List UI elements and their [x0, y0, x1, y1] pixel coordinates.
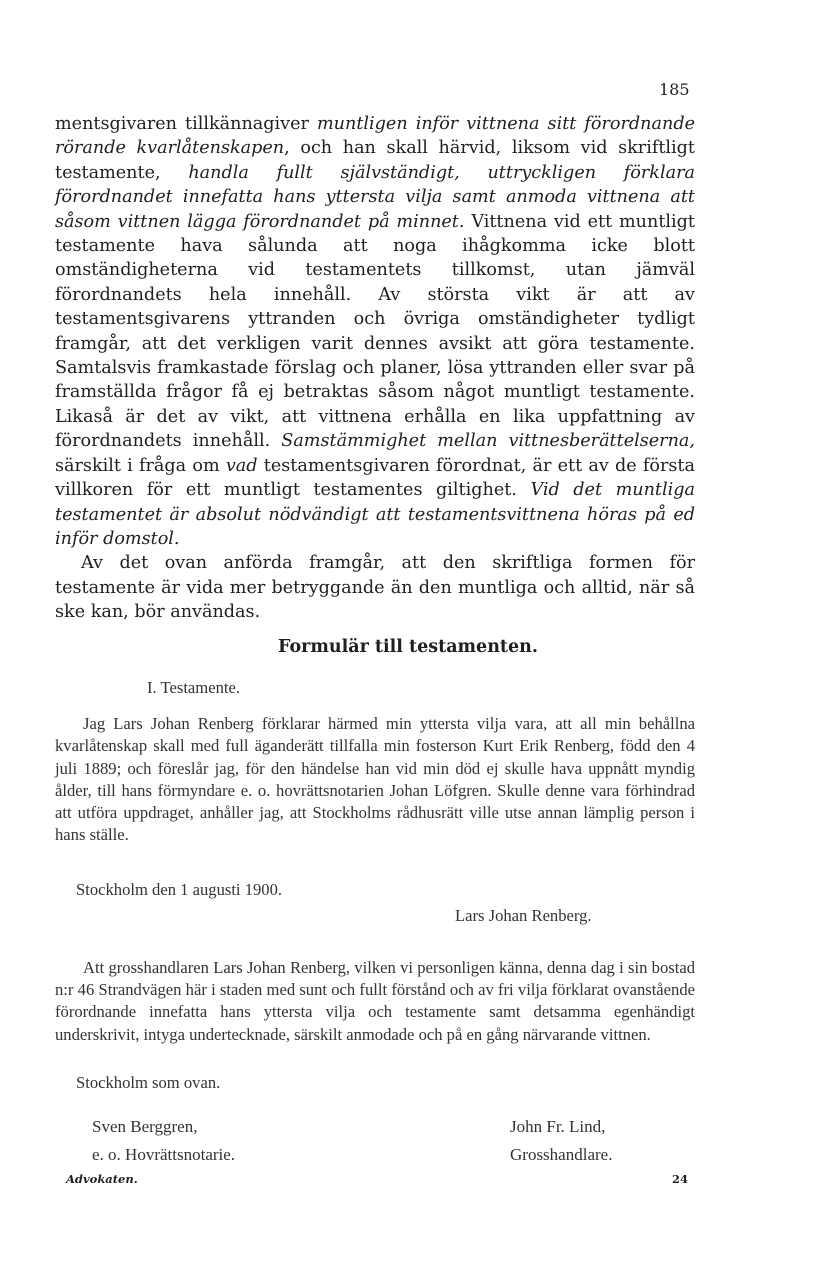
text-run: Vittnena vid ett muntligt testamente hava sålunda att noga ihågkomma icke blott omständigheterna vid testamentets tillkomst, utan jämväl förordnandets hela innehåll. Av största vikt är att av testamentsgivarens yttranden och övriga omständigheter tydligt framgår, att det verkligen varit dennes avsikt att göra testamente. Samtalsvis framkastade förslag och planer, lösa yttranden eller svar på framställda frågor få ej betraktas såsom något muntligt testamente. Likaså är det av vikt, att vittnena erhålla en lika uppfattning av förordnandets innehåll. [55, 211, 696, 452]
place-same: Stockholm som ovan. [76, 1073, 221, 1092]
italic-run: muntligen inför vittnena sitt förordnande rörande kvarlåtenskapen [55, 114, 695, 159]
witness-statement [55, 957, 695, 1046]
body-text [55, 112, 695, 625]
testament-text [55, 713, 695, 847]
witness-right [510, 1113, 612, 1169]
witness-right-title: Grosshandlare. [510, 1145, 613, 1164]
italic-run: handla fullt självständigt, uttryckligen förklara förordnandet innefatta hans yttersta vilja samt anmoda vittnena att såsom vittnen lägga förordnandet på minnet. [55, 162, 695, 232]
text-run: särskilt i fråga om [55, 455, 226, 476]
footer-sheet-number: 24 [672, 1172, 689, 1186]
italic-run: vad [225, 455, 258, 476]
witness-right-name: John Fr. Lind, [510, 1117, 606, 1136]
italic-run: Vid det muntliga testamentet är absolut nödvändigt att testamentsvittnena höras på ed inför domstol. [55, 480, 695, 549]
text-run: testamentsgivaren förordnat, är ett av de första villkoren för ett muntligt testamentes giltighet. [55, 455, 695, 501]
place-date: Stockholm den 1 augusti 1900. [76, 880, 283, 899]
witness-paragraph: Att grosshandlaren Lars Johan Renberg, vilken vi personligen känna, denna dag i sin bostad n:r 46 Strandvägen här i staden med sunt och fullt förstånd och av fri vilja förklarat ovanstående förordnande innefatta hans yttersta vilja och testamente samt detsamma egenhändigt underskrivit, intyga undertecknade, särskilt anmodade och på en gång närvarande vittnen. [55, 958, 695, 1044]
paragraph-muntligt-testamente [55, 112, 695, 551]
text-run: mentsgivaren tillkännagiver [55, 114, 317, 134]
section-title: Formulär till testamenten. [278, 637, 538, 657]
witness-left-title: e. o. Hovrättsnotarie. [92, 1145, 236, 1164]
paragraph-skriftliga-formen: Av det ovan anförda framgår, att den skriftliga formen för testamente är vida mer betryggande än den muntliga och alltid, när så ske kan, bör användas. [55, 553, 695, 623]
witness-left [92, 1113, 235, 1169]
italic-run: Samstämmighet mellan vittnesberättelserna, [281, 431, 695, 452]
witness-left-name: Sven Berggren, [92, 1117, 198, 1136]
footer-signature-mark: Advokaten. [66, 1172, 138, 1186]
page-number: 185 [659, 80, 690, 99]
text-run: , och han skall härvid, liksom vid skriftligt testamente, [55, 138, 695, 183]
testament-paragraph: Jag Lars Johan Renberg förklarar härmed min yttersta vilja vara, att all min behållna kvarlåtenskap skall med full äganderätt tillfalla min fosterson Kurt Erik Renberg, född den 4 juli 1889; och föreslår jag, för den händelse han vid min död ej skulle hava uppnått myndig ålder, till hans förmyndare e. o. hovrättsnotarien Johan Löfgren. Skulle denne vara förhindrad att utföra uppdraget, anhåller jag, att Stockholms rådhusrätt ville utse annan lämplig person i hans ställe. [55, 714, 695, 845]
subheading: I. Testamente. [147, 678, 240, 697]
testator-signature: Lars Johan Renberg. [455, 906, 592, 925]
